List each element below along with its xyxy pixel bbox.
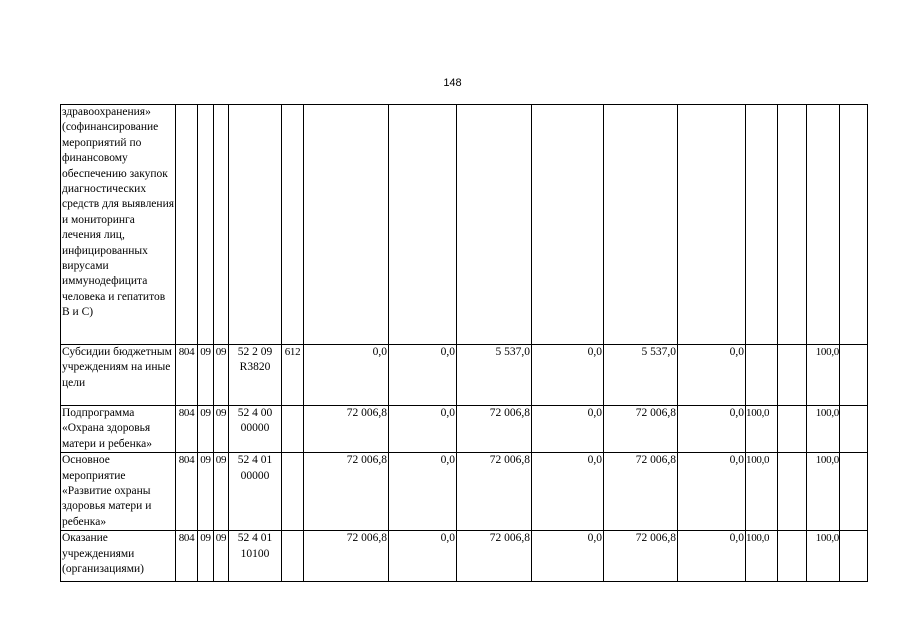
- cell-value: [840, 105, 868, 345]
- row-description: Субсидии бюджетным учреждениям на иные цели: [61, 345, 176, 406]
- cell-value: [840, 453, 868, 531]
- row-description: Оказание учреждениями (организациями): [61, 531, 176, 582]
- cell-pr: 09: [214, 531, 229, 582]
- cell-value: 0,0: [678, 345, 746, 406]
- cell-rz: [198, 105, 214, 345]
- cell-value: 100,0: [746, 453, 778, 531]
- cell-value: 0,0: [389, 345, 457, 406]
- cell-pr: 09: [214, 453, 229, 531]
- cell-value: [778, 105, 807, 345]
- cell-value: [840, 531, 868, 582]
- cell-value: [778, 531, 807, 582]
- cell-value: [840, 406, 868, 453]
- cell-value: 0,0: [678, 453, 746, 531]
- cell-value: [389, 105, 457, 345]
- cell-value: 0,0: [532, 406, 604, 453]
- cell-ved: 804: [176, 406, 198, 453]
- cell-value: 100,0: [746, 531, 778, 582]
- cell-value: 0,0: [389, 531, 457, 582]
- cell-csr: 52 4 01 10100: [229, 531, 282, 582]
- cell-vr: [282, 453, 304, 531]
- budget-table: [60, 104, 868, 582]
- cell-vr: 612: [282, 345, 304, 406]
- cell-value: 72 006,8: [604, 406, 678, 453]
- cell-csr: 52 4 00 00000: [229, 406, 282, 453]
- row-description: Основное мероприятие «Развитие охраны здоровья матери и ребенка»: [61, 453, 176, 531]
- table-row: [61, 105, 868, 345]
- cell-value: [778, 406, 807, 453]
- cell-value: 72 006,8: [604, 453, 678, 531]
- cell-pr: 09: [214, 345, 229, 406]
- cell-value: [778, 453, 807, 531]
- cell-rz: 09: [198, 406, 214, 453]
- cell-value: 0,0: [532, 345, 604, 406]
- cell-csr: 52 4 01 00000: [229, 453, 282, 531]
- cell-rz: 09: [198, 531, 214, 582]
- cell-value: 100,0: [807, 345, 840, 406]
- page-number: 148: [443, 77, 462, 89]
- cell-value: 72 006,8: [457, 406, 532, 453]
- cell-value: [532, 105, 604, 345]
- cell-ved: 804: [176, 531, 198, 582]
- cell-value: 0,0: [678, 406, 746, 453]
- cell-value: 100,0: [807, 406, 840, 453]
- cell-value: 72 006,8: [457, 453, 532, 531]
- cell-value: [457, 105, 532, 345]
- cell-value: 72 006,8: [304, 406, 389, 453]
- table-row: [61, 531, 868, 582]
- cell-value: 0,0: [389, 406, 457, 453]
- cell-value: [840, 345, 868, 406]
- cell-ved: [176, 105, 198, 345]
- cell-value: 72 006,8: [304, 531, 389, 582]
- cell-value: 100,0: [807, 453, 840, 531]
- table-row: [61, 345, 868, 406]
- cell-value: 0,0: [389, 453, 457, 531]
- cell-value: [678, 105, 746, 345]
- cell-value: 0,0: [532, 531, 604, 582]
- cell-value: [746, 345, 778, 406]
- cell-value: 72 006,8: [604, 531, 678, 582]
- cell-vr: [282, 105, 304, 345]
- cell-value: 100,0: [746, 406, 778, 453]
- cell-vr: [282, 406, 304, 453]
- cell-ved: 804: [176, 345, 198, 406]
- cell-value: 5 537,0: [604, 345, 678, 406]
- cell-rz: 09: [198, 453, 214, 531]
- cell-csr: [229, 105, 282, 345]
- cell-pr: 09: [214, 406, 229, 453]
- cell-value: [746, 105, 778, 345]
- table-row: [61, 406, 868, 453]
- cell-ved: 804: [176, 453, 198, 531]
- cell-value: 0,0: [532, 453, 604, 531]
- cell-value: 72 006,8: [457, 531, 532, 582]
- cell-value: [807, 105, 840, 345]
- cell-value: 5 537,0: [457, 345, 532, 406]
- cell-rz: 09: [198, 345, 214, 406]
- cell-csr: 52 2 09 R3820: [229, 345, 282, 406]
- row-description: здравоохранения» (софинансирование мероприятий по финансовому обеспечению закупок диагностических средств для выявления и мониторинга лечения лиц, инфицированных вирусами иммунодефицита человека и гепатитов В и С): [61, 105, 176, 345]
- cell-value: [778, 345, 807, 406]
- table-row: [61, 453, 868, 531]
- cell-value: 0,0: [678, 531, 746, 582]
- row-description: Подпрограмма «Охрана здоровья матери и ребенка»: [61, 406, 176, 453]
- cell-value: 100,0: [807, 531, 840, 582]
- cell-pr: [214, 105, 229, 345]
- cell-value: [604, 105, 678, 345]
- cell-value: [304, 105, 389, 345]
- cell-value: 0,0: [304, 345, 389, 406]
- cell-value: 72 006,8: [304, 453, 389, 531]
- cell-vr: [282, 531, 304, 582]
